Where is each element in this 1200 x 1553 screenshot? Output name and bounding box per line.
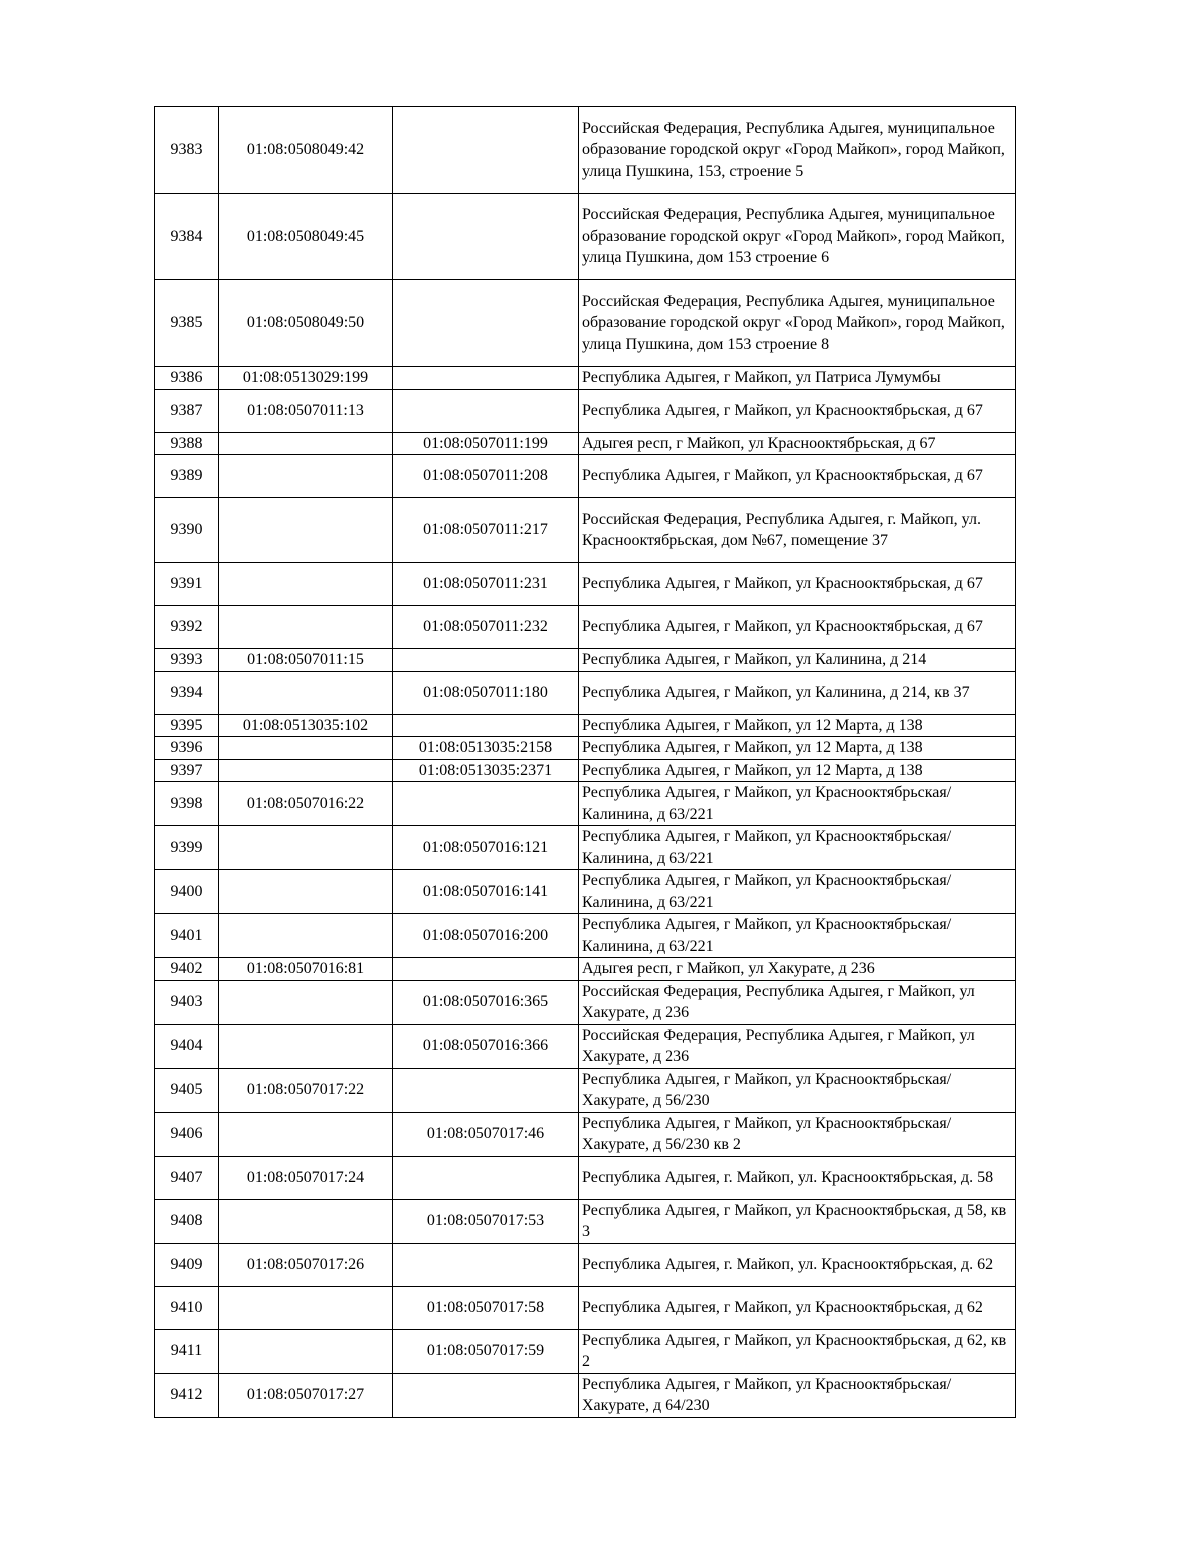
address-cell: Республика Адыгея, г Майкоп, ул Краснооктябрьская/Хакурате, д 56/230 кв 2 [579,1112,1016,1156]
row-number-cell: 9391 [155,563,219,606]
address-cell: Республика Адыгея, г. Майкоп, ул. Краснооктябрьская, д. 62 [579,1243,1016,1286]
address-cell: Республика Адыгея, г Майкоп, ул Краснооктябрьская, д 67 [579,389,1016,432]
object-number-cell [393,280,579,367]
object-number-cell [393,107,579,194]
object-number-cell [393,714,579,737]
cadastral-number-cell: 01:08:0507011:13 [219,389,393,432]
object-number-cell: 01:08:0507017:53 [393,1199,579,1243]
row-number-cell: 9407 [155,1156,219,1199]
table-row [155,455,1016,498]
row-number-cell: 9405 [155,1068,219,1112]
row-number-cell: 9397 [155,759,219,782]
row-number-cell: 9393 [155,649,219,672]
address-cell: Республика Адыгея, г Майкоп, ул Краснооктябрьская/Калинина, д 63/221 [579,870,1016,914]
cadastral-number-cell: 01:08:0513029:199 [219,367,393,390]
cadastral-number-cell [219,1329,393,1373]
address-cell: Республика Адыгея, г Майкоп, ул Краснооктябрьская/Калинина, д 63/221 [579,782,1016,826]
address-cell: Республика Адыгея, г Майкоп, ул 12 Марта, д 138 [579,759,1016,782]
row-number-cell: 9395 [155,714,219,737]
address-cell: Российская Федерация, Республика Адыгея, г. Майкоп, ул. Краснооктябрьская, дом №67, помещение 37 [579,498,1016,563]
table-row [155,280,1016,367]
cadastral-number-cell [219,914,393,958]
object-number-cell [393,1068,579,1112]
row-number-cell: 9394 [155,671,219,714]
cadastral-number-cell: 01:08:0507017:24 [219,1156,393,1199]
row-number-cell: 9386 [155,367,219,390]
row-number-cell: 9385 [155,280,219,367]
table-row [155,870,1016,914]
object-number-cell: 01:08:0507016:365 [393,980,579,1024]
cadastral-number-cell: 01:08:0507017:26 [219,1243,393,1286]
address-cell: Республика Адыгея, г Майкоп, ул Краснооктябрьская, д 58, кв 3 [579,1199,1016,1243]
object-number-cell: 01:08:0507011:208 [393,455,579,498]
address-cell: Российская Федерация, Республика Адыгея, муниципальное образование городской округ «Город Майкоп», город Майкоп, улица Пушкина, 153, строение 5 [579,107,1016,194]
table-row [155,1329,1016,1373]
cadastral-number-cell: 01:08:0507016:81 [219,958,393,981]
cadastral-number-cell: 01:08:0507016:22 [219,782,393,826]
address-cell: Адыгея респ, г Майкоп, ул Краснооктябрьская, д 67 [579,432,1016,455]
address-cell: Российская Федерация, Республика Адыгея, муниципальное образование городской округ «Город Майкоп», город Майкоп, улица Пушкина, дом 153 строение 6 [579,194,1016,280]
object-number-cell [393,389,579,432]
table-row [155,1199,1016,1243]
cadastral-number-cell [219,563,393,606]
table-row [155,958,1016,981]
object-number-cell [393,1156,579,1199]
cadastral-number-cell [219,980,393,1024]
address-cell: Российская Федерация, Республика Адыгея, г Майкоп, ул Хакурате, д 236 [579,980,1016,1024]
cadastral-number-cell [219,498,393,563]
object-number-cell: 01:08:0507011:180 [393,671,579,714]
table-row [155,107,1016,194]
object-number-cell [393,1373,579,1417]
row-number-cell: 9396 [155,737,219,760]
registry-table [154,106,1016,1418]
address-cell: Республика Адыгея, г Майкоп, ул Краснооктябрьская, д 62, кв 2 [579,1329,1016,1373]
object-number-cell [393,367,579,390]
registry-table-body [155,107,1016,1418]
row-number-cell: 9398 [155,782,219,826]
row-number-cell: 9401 [155,914,219,958]
cadastral-number-cell [219,1112,393,1156]
cadastral-number-cell: 01:08:0508049:50 [219,280,393,367]
object-number-cell: 01:08:0507017:59 [393,1329,579,1373]
cadastral-number-cell: 01:08:0507017:27 [219,1373,393,1417]
object-number-cell: 01:08:0507011:217 [393,498,579,563]
object-number-cell: 01:08:0507016:366 [393,1024,579,1068]
address-cell: Российская Федерация, Республика Адыгея, г Майкоп, ул Хакурате, д 236 [579,1024,1016,1068]
object-number-cell [393,649,579,672]
cadastral-number-cell [219,1199,393,1243]
object-number-cell [393,1243,579,1286]
table-row [155,980,1016,1024]
object-number-cell [393,194,579,280]
table-row [155,1024,1016,1068]
cadastral-number-cell: 01:08:0513035:102 [219,714,393,737]
table-row [155,1068,1016,1112]
object-number-cell [393,958,579,981]
table-row [155,563,1016,606]
row-number-cell: 9403 [155,980,219,1024]
cadastral-number-cell: 01:08:0507017:22 [219,1068,393,1112]
row-number-cell: 9392 [155,606,219,649]
table-row [155,194,1016,280]
cadastral-number-cell: 01:08:0508049:42 [219,107,393,194]
cadastral-number-cell [219,671,393,714]
cadastral-number-cell [219,606,393,649]
cadastral-number-cell [219,432,393,455]
row-number-cell: 9402 [155,958,219,981]
object-number-cell: 01:08:0507011:199 [393,432,579,455]
address-cell: Адыгея респ, г Майкоп, ул Хакурате, д 236 [579,958,1016,981]
address-cell: Республика Адыгея, г Майкоп, ул Калинина, д 214 [579,649,1016,672]
cadastral-number-cell [219,1286,393,1329]
table-row [155,914,1016,958]
table-row [155,1156,1016,1199]
object-number-cell: 01:08:0507011:231 [393,563,579,606]
row-number-cell: 9411 [155,1329,219,1373]
cadastral-number-cell [219,759,393,782]
address-cell: Республика Адыгея, г Майкоп, ул Краснооктябрьская/Хакурате, д 56/230 [579,1068,1016,1112]
address-cell: Республика Адыгея, г Майкоп, ул Краснооктябрьская, д 67 [579,563,1016,606]
address-cell: Республика Адыгея, г Майкоп, ул Краснооктябрьская/Калинина, д 63/221 [579,914,1016,958]
object-number-cell: 01:08:0507011:232 [393,606,579,649]
object-number-cell: 01:08:0507016:141 [393,870,579,914]
cadastral-number-cell [219,870,393,914]
address-cell: Республика Адыгея, г Майкоп, ул Краснооктябрьская, д 67 [579,455,1016,498]
row-number-cell: 9409 [155,1243,219,1286]
address-cell: Республика Адыгея, г Майкоп, ул Краснооктябрьская, д 67 [579,606,1016,649]
address-cell: Республика Адыгея, г Майкоп, ул Краснооктябрьская/Калинина, д 63/221 [579,826,1016,870]
table-row [155,826,1016,870]
row-number-cell: 9399 [155,826,219,870]
row-number-cell: 9404 [155,1024,219,1068]
row-number-cell: 9388 [155,432,219,455]
row-number-cell: 9384 [155,194,219,280]
cadastral-number-cell [219,737,393,760]
table-row [155,714,1016,737]
table-row [155,1112,1016,1156]
table-row [155,389,1016,432]
address-cell: Российская Федерация, Республика Адыгея, муниципальное образование городской округ «Город Майкоп», город Майкоп, улица Пушкина, дом 153 строение 8 [579,280,1016,367]
address-cell: Республика Адыгея, г Майкоп, ул Калинина, д 214, кв 37 [579,671,1016,714]
table-row [155,671,1016,714]
object-number-cell: 01:08:0507017:46 [393,1112,579,1156]
table-row [155,432,1016,455]
row-number-cell: 9389 [155,455,219,498]
object-number-cell: 01:08:0507016:200 [393,914,579,958]
address-cell: Республика Адыгея, г Майкоп, ул Патриса Лумумбы [579,367,1016,390]
cadastral-number-cell: 01:08:0507011:15 [219,649,393,672]
object-number-cell [393,782,579,826]
table-row [155,1373,1016,1417]
object-number-cell: 01:08:0507016:121 [393,826,579,870]
row-number-cell: 9383 [155,107,219,194]
cadastral-number-cell [219,826,393,870]
cadastral-number-cell [219,455,393,498]
row-number-cell: 9387 [155,389,219,432]
cadastral-number-cell [219,1024,393,1068]
address-cell: Республика Адыгея, г Майкоп, ул 12 Марта, д 138 [579,714,1016,737]
address-cell: Республика Адыгея, г. Майкоп, ул. Краснооктябрьская, д. 58 [579,1156,1016,1199]
object-number-cell: 01:08:0513035:2371 [393,759,579,782]
cadastral-number-cell: 01:08:0508049:45 [219,194,393,280]
table-row [155,1243,1016,1286]
table-row [155,759,1016,782]
table-row [155,498,1016,563]
table-row [155,782,1016,826]
table-row [155,649,1016,672]
row-number-cell: 9400 [155,870,219,914]
row-number-cell: 9408 [155,1199,219,1243]
table-row [155,606,1016,649]
address-cell: Республика Адыгея, г Майкоп, ул Краснооктябрьская/Хакурате, д 64/230 [579,1373,1016,1417]
row-number-cell: 9390 [155,498,219,563]
address-cell: Республика Адыгея, г Майкоп, ул 12 Марта, д 138 [579,737,1016,760]
row-number-cell: 9406 [155,1112,219,1156]
object-number-cell: 01:08:0507017:58 [393,1286,579,1329]
table-row [155,737,1016,760]
object-number-cell: 01:08:0513035:2158 [393,737,579,760]
table-row [155,367,1016,390]
row-number-cell: 9412 [155,1373,219,1417]
row-number-cell: 9410 [155,1286,219,1329]
table-row [155,1286,1016,1329]
address-cell: Республика Адыгея, г Майкоп, ул Краснооктябрьская, д 62 [579,1286,1016,1329]
